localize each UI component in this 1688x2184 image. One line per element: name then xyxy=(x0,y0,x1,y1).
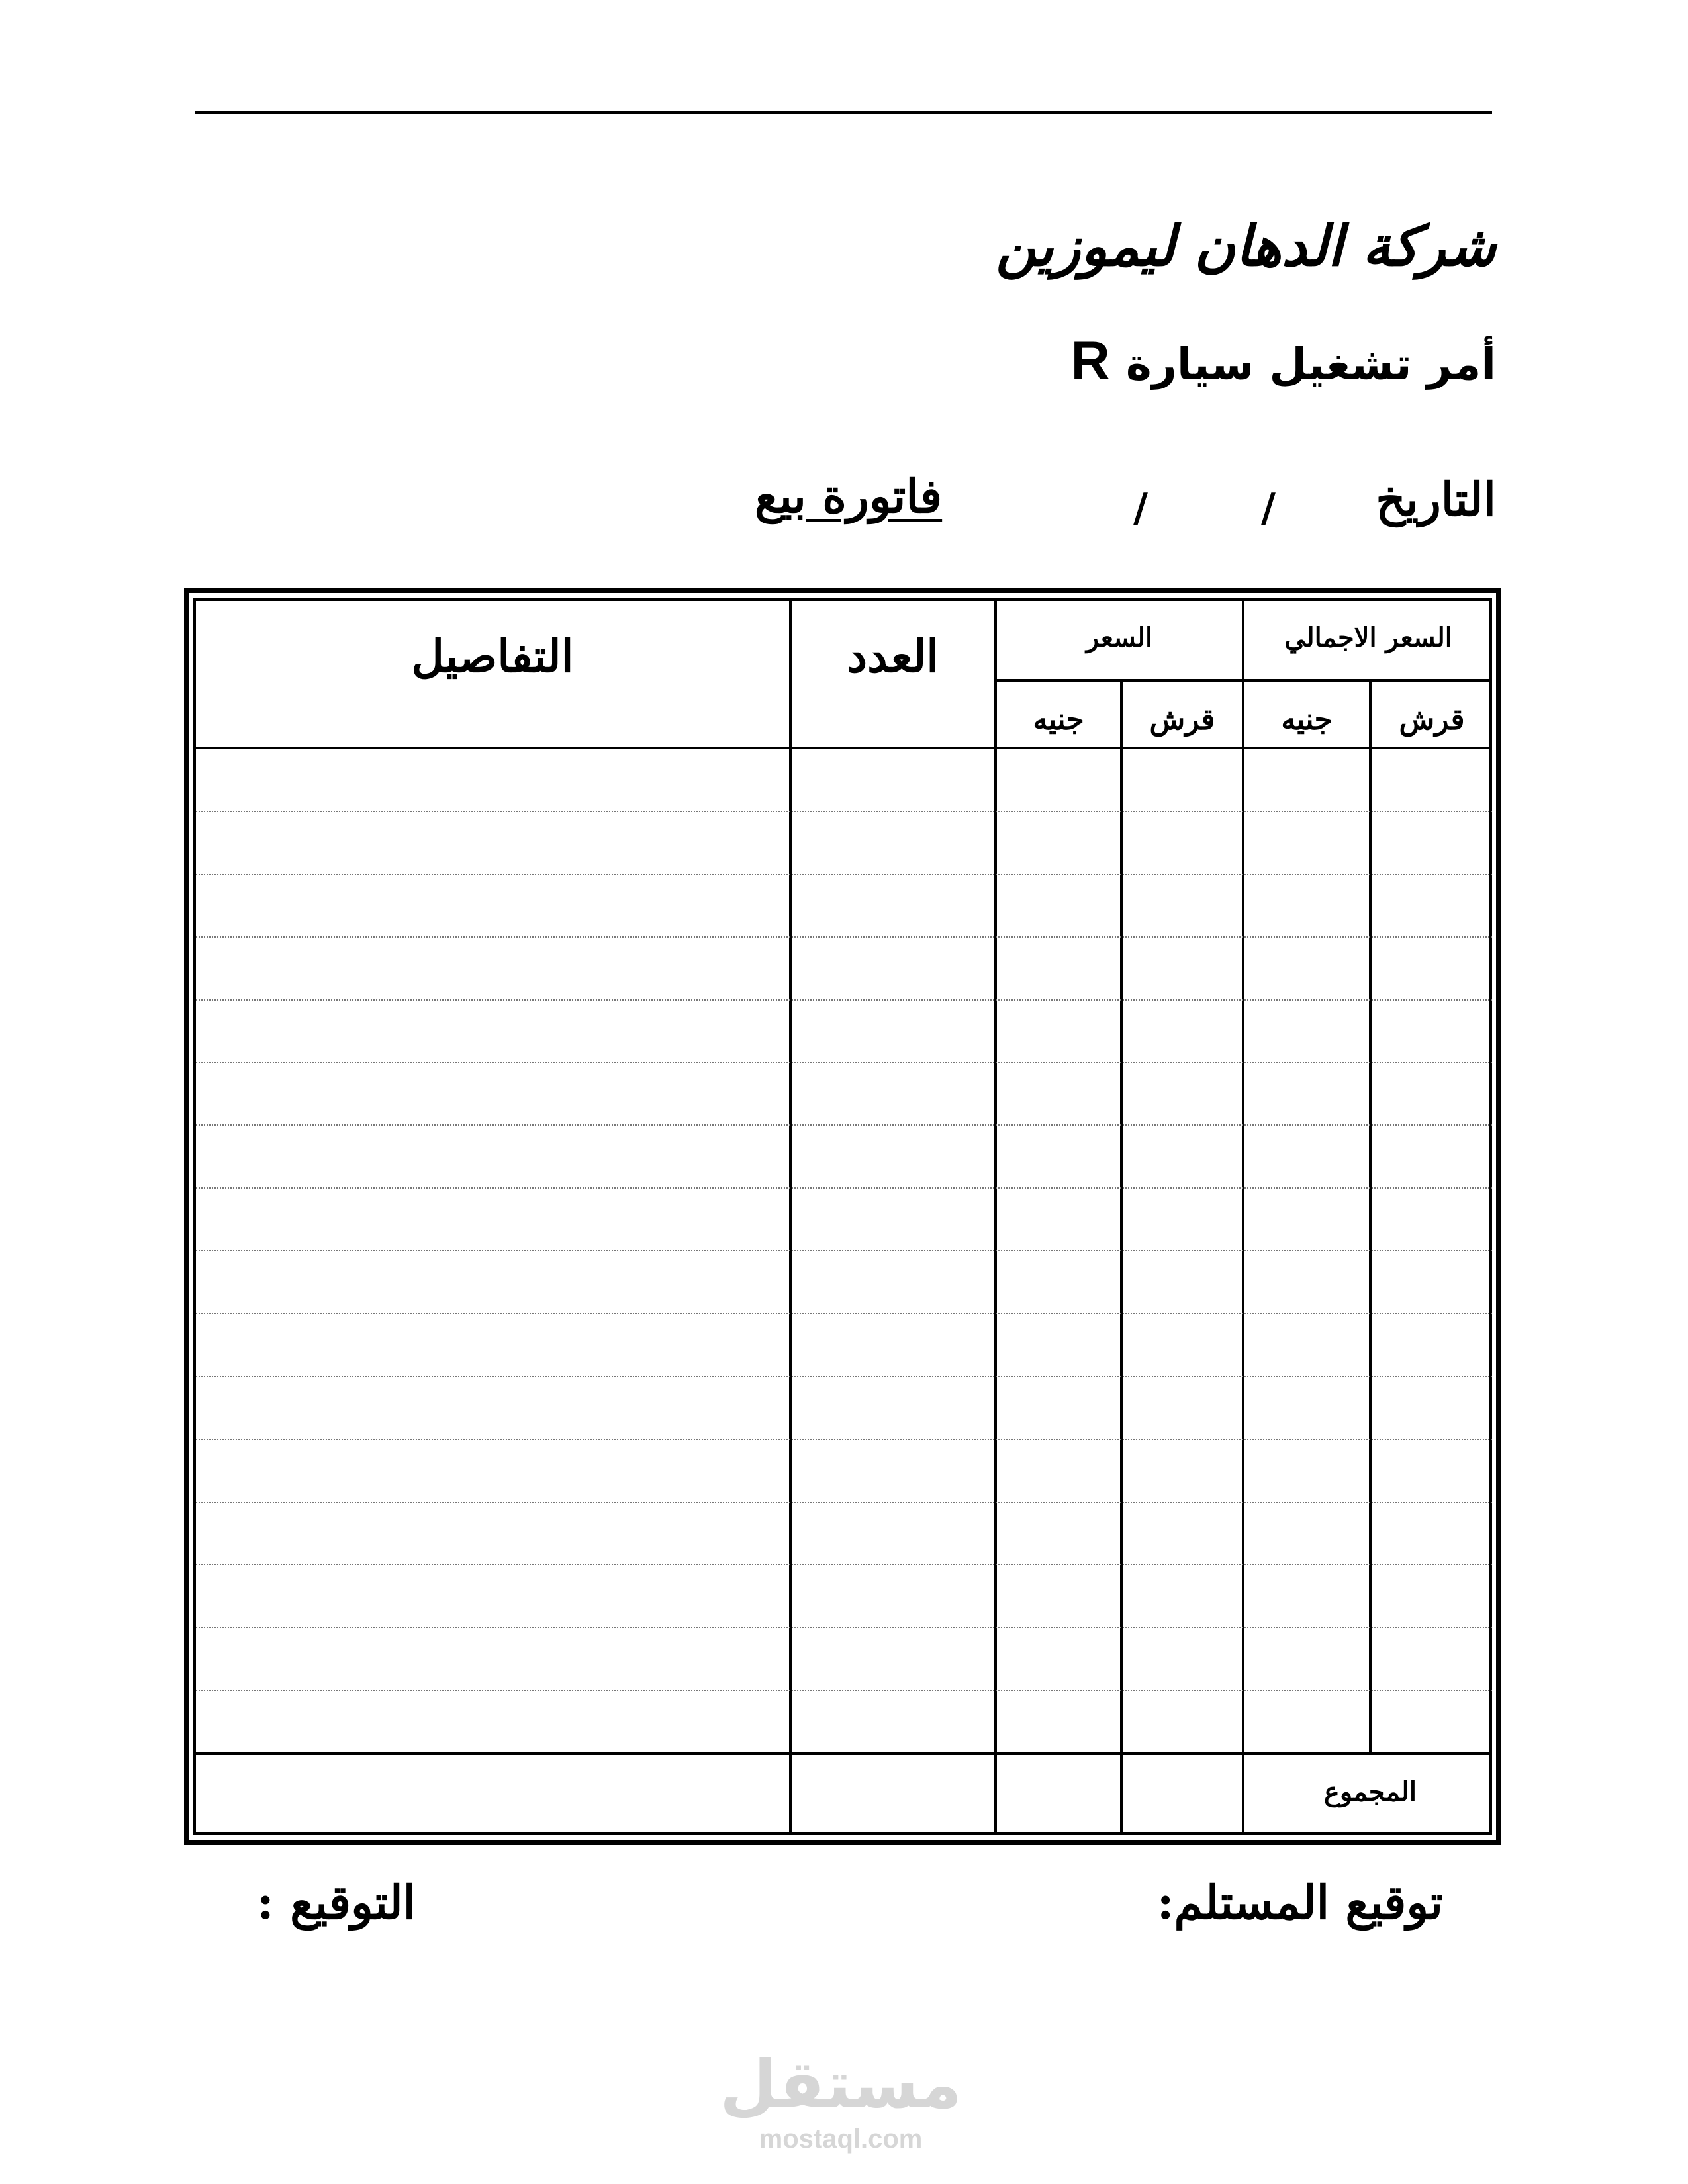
table-row-line xyxy=(196,1062,1492,1063)
watermark-logo xyxy=(708,2046,973,2164)
table-row-line xyxy=(196,1124,1492,1126)
header-subdivider xyxy=(994,679,1492,682)
table-row-line xyxy=(196,1627,1492,1628)
watermark-arabic: مستقل xyxy=(720,2046,962,2123)
signature-label: التوقيع : xyxy=(257,1875,416,1930)
receiver-signature-label: توقيع المستلم: xyxy=(1156,1875,1443,1930)
column-divider xyxy=(994,598,997,1835)
table-row-line xyxy=(196,999,1492,1001)
price-header: السعر xyxy=(1086,622,1153,653)
top-rule xyxy=(195,111,1492,114)
date-label: التاريخ xyxy=(1376,472,1496,527)
table-row-line xyxy=(196,1376,1492,1377)
document-title: فاتورة بيع xyxy=(755,469,943,523)
order-label: أمر تشغيل سيارة xyxy=(1125,339,1496,390)
order-code: R xyxy=(1070,331,1110,391)
column-divider xyxy=(1242,598,1244,1835)
total-price-header: السعر الاجمالي xyxy=(1284,622,1452,653)
total-row-line xyxy=(193,1752,1492,1755)
price-piaster-header: قرش xyxy=(1149,703,1215,737)
table-row-line xyxy=(196,1313,1492,1314)
header-bottom-line xyxy=(193,747,1492,749)
quantity-header: العدد xyxy=(847,630,939,683)
invoice-table xyxy=(193,598,1492,1835)
table-row-line xyxy=(196,1564,1492,1565)
table-row-line xyxy=(196,874,1492,875)
price-pound-header: جنيه xyxy=(1033,703,1084,737)
order-line xyxy=(1070,331,1496,391)
table-row-line xyxy=(196,1187,1492,1189)
date-separator: / xyxy=(1133,485,1148,531)
company-name: شركة الدهان ليموزين xyxy=(996,213,1496,279)
column-divider xyxy=(1120,679,1123,1835)
total-label: المجموع xyxy=(1324,1776,1417,1807)
column-divider xyxy=(1369,679,1372,1754)
date-separator: / xyxy=(1261,485,1276,531)
table-row-line xyxy=(196,811,1492,812)
column-divider xyxy=(789,598,792,1835)
details-header: التفاصيل xyxy=(411,630,574,683)
table-row-line xyxy=(196,1439,1492,1440)
total-pound-header: جنيه xyxy=(1281,703,1333,737)
table-row-line xyxy=(196,1250,1492,1251)
table-row-line xyxy=(196,1690,1492,1691)
table-row-line xyxy=(196,1502,1492,1503)
total-piaster-header: قرش xyxy=(1399,703,1465,737)
table-row-line xyxy=(196,936,1492,938)
watermark-latin: mostaql.com xyxy=(759,2124,923,2154)
